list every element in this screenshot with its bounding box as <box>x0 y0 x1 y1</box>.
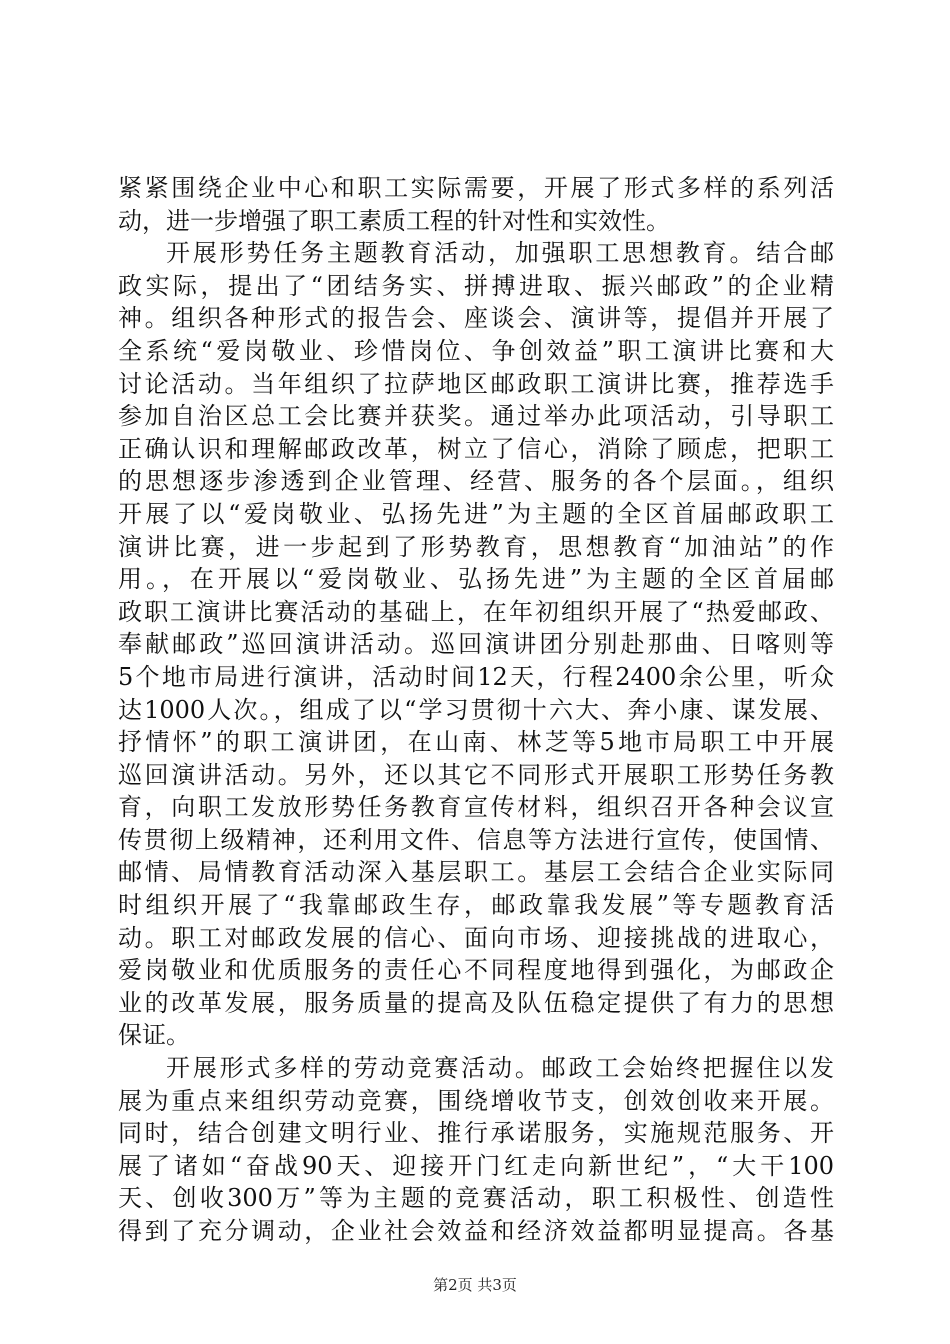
text-line: 讨论活动。当年组织了拉萨地区邮政职工演讲比赛，推荐选手 <box>118 369 834 398</box>
text-line: 同时，结合创建文明行业、推行承诺服务，实施规范服务、开 <box>118 1119 834 1148</box>
text-line: 时组织开展了“我靠邮政生存，邮政靠我发展”等专题教育活 <box>118 891 834 920</box>
paragraph-3 <box>118 1052 834 1248</box>
text-line: 天、创收300万”等为主题的竞赛活动，职工积极性、创造性 <box>118 1184 834 1213</box>
text-line: 开展了以“爱岗敬业、弘扬先进”为主题的全区首届邮政职工 <box>118 499 834 528</box>
paragraph-2 <box>118 237 834 1052</box>
text-line: 展了诸如“奋战90天、迎接开门红走向新世纪”，“大干100 <box>118 1151 834 1180</box>
page-number-footer: 第2页 共3页 <box>433 1276 517 1294</box>
text-line: 参加自治区总工会比赛并获奖。通过举办此项活动，引导职工 <box>118 402 834 431</box>
text-line: 达1000人次。，组成了以“学习贯彻十六大、奔小康、谋发展、 <box>118 695 834 724</box>
text-line: 传贯彻上级精神，还利用文件、信息等方法进行宣传，使国情、 <box>118 825 834 854</box>
text-line: 全系统“爱岗敬业、珍惜岗位、争创效益”职工演讲比赛和大 <box>118 336 834 365</box>
text-line: 开展形势任务主题教育活动，加强职工思想教育。结合邮 <box>166 239 834 268</box>
text-line: 政职工演讲比赛活动的基础上，在年初组织开展了“热爱邮政、 <box>118 597 834 626</box>
text-line: 的思想逐步渗透到企业管理、经营、服务的各个层面。，组织 <box>118 467 834 496</box>
text-line: 巡回演讲活动。另外，还以其它不同形式开展职工形势任务教 <box>118 760 834 789</box>
body-text <box>118 172 834 1248</box>
text-line: 邮情、局情教育活动深入基层职工。基层工会结合企业实际同 <box>118 858 834 887</box>
paragraph-1 <box>118 172 834 237</box>
text-line: 政实际，提出了“团结务实、拼搏进取、振兴邮政”的企业精 <box>118 271 834 300</box>
text-line: 神。组织各种形式的报告会、座谈会、演讲等，提倡并开展了 <box>118 304 834 333</box>
text-line: 开展形式多样的劳动竞赛活动。邮政工会始终把握住以发 <box>166 1054 834 1083</box>
text-line: 5个地市局进行演讲，活动时间12天，行程2400余公里，听众 <box>118 662 834 691</box>
text-line: 正确认识和理解邮政改革，树立了信心，消除了顾虑，把职工 <box>118 434 834 463</box>
text-line: 展为重点来组织劳动竞赛，围绕增收节支，创效创收来开展。 <box>118 1086 834 1115</box>
text-line: 动，进一步增强了职工素质工程的针对性和实效性。 <box>118 206 670 235</box>
text-line: 业的改革发展，服务质量的提高及队伍稳定提供了有力的思想 <box>118 988 834 1017</box>
text-line: 得到了充分调动，企业社会效益和经济效益都明显提高。各基 <box>118 1217 834 1245</box>
text-line: 动。职工对邮政发展的信心、面向市场、迎接挑战的进取心， <box>118 923 834 952</box>
text-line: 育，向职工发放形势任务教育宣传材料，组织召开各种会议宣 <box>118 793 834 822</box>
text-line: 演讲比赛，进一步起到了形势教育，思想教育“加油站”的作 <box>118 532 834 561</box>
text-line: 抒情怀”的职工演讲团，在山南、林芝等5地市局职工中开展 <box>118 728 834 757</box>
text-line: 奉献邮政”巡回演讲活动。巡回演讲团分别赴那曲、日喀则等 <box>118 630 834 659</box>
text-line: 用。，在开展以“爱岗敬业、弘扬先进”为主题的全区首届邮 <box>118 565 834 594</box>
text-line: 紧紧围绕企业中心和职工实际需要，开展了形式多样的系列活 <box>118 174 834 202</box>
text-line: 保证。 <box>118 1021 190 1050</box>
text-line: 爱岗敬业和优质服务的责任心不同程度地得到强化，为邮政企 <box>118 956 834 985</box>
